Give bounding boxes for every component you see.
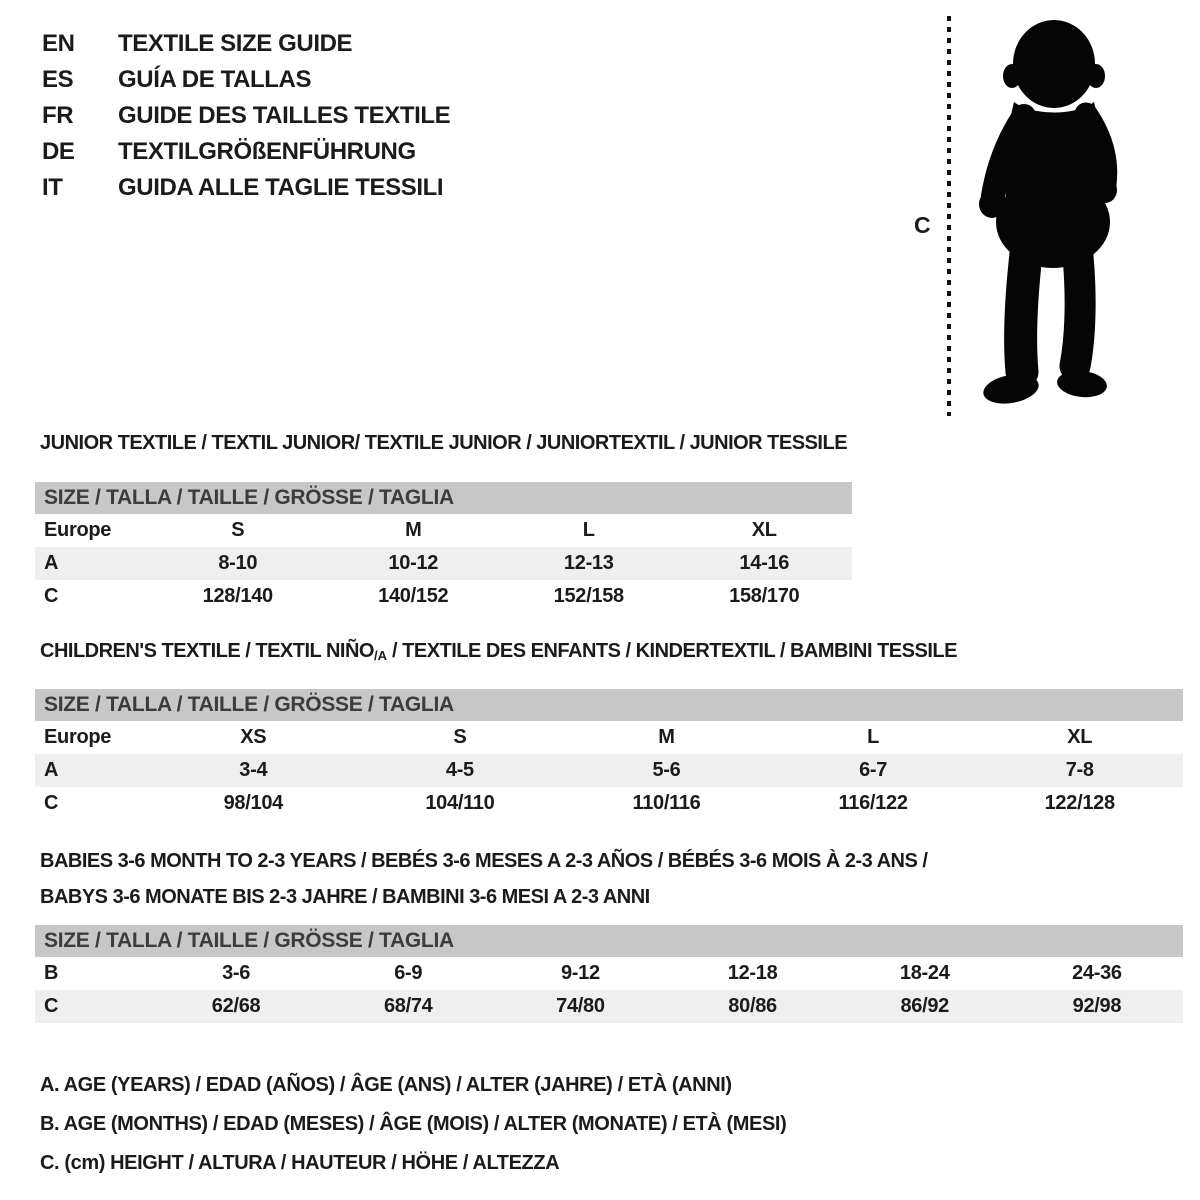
table-row <box>35 787 1183 820</box>
cell: 104/110 <box>425 792 495 814</box>
legend-line-c: C. (cm) HEIGHT / ALTURA / HAUTEUR / HÖHE / ALTEZZA <box>40 1152 560 1174</box>
measurement-legend <box>40 1066 786 1183</box>
cell: S <box>453 726 467 748</box>
height-measure-line-icon <box>946 16 952 416</box>
language-code: FR <box>42 102 74 129</box>
cell: 68/74 <box>383 995 433 1017</box>
row-label: C <box>44 585 59 607</box>
language-title: TEXTILE SIZE GUIDE <box>118 30 353 57</box>
size-header-bar <box>35 689 1183 721</box>
row-label: C <box>44 792 59 814</box>
cell: 110/116 <box>632 792 701 814</box>
cell: 10-12 <box>388 552 439 574</box>
row-label: A <box>44 759 59 781</box>
row-label: Europe <box>44 726 112 748</box>
cell: 158/170 <box>729 585 800 607</box>
cell: XL <box>751 519 777 541</box>
cell: L <box>867 726 880 748</box>
cell: 12-13 <box>563 552 614 574</box>
cell: 6-9 <box>394 962 423 984</box>
row-label: C <box>44 995 59 1017</box>
cell: 8-10 <box>218 552 258 574</box>
cell: M <box>405 519 422 541</box>
cell: L <box>582 519 595 541</box>
junior-section-heading: JUNIOR TEXTILE / TEXTIL JUNIOR/ TEXTILE JUNIOR / JUNIORTEXTIL / JUNIOR TESSILE <box>40 432 848 454</box>
cell: 5-6 <box>652 759 681 781</box>
cell: 14-16 <box>739 552 790 574</box>
size-header-label: SIZE / TALLA / TAILLE / GRÖSSE / TAGLIA <box>44 486 454 509</box>
cell: 12-18 <box>727 962 778 984</box>
cell: 18-24 <box>899 962 950 984</box>
legend-line-b: B. AGE (MONTHS) / EDAD (MESES) / ÂGE (MOIS) / ALTER (MONATE) / ETÀ (MESI) <box>40 1113 787 1135</box>
table-row <box>35 957 1183 990</box>
language-title: GUÍA DE TALLAS <box>118 66 312 93</box>
children-size-table <box>35 689 1183 820</box>
size-header-bar <box>35 925 1183 957</box>
language-code: ES <box>42 66 74 93</box>
children-section-heading <box>40 640 957 663</box>
table-row <box>35 754 1183 787</box>
legend-line-a: A. AGE (YEARS) / EDAD (AÑOS) / ÂGE (ANS) / ALTER (JAHRE) / ETÀ (ANNI) <box>40 1074 732 1096</box>
cell: 116/122 <box>838 792 908 814</box>
size-header-label: SIZE / TALLA / TAILLE / GRÖSSE / TAGLIA <box>44 929 454 952</box>
language-title: GUIDE DES TAILLES TEXTILE <box>118 102 451 129</box>
cell: 86/92 <box>900 995 950 1017</box>
cell: XL <box>1067 726 1093 748</box>
size-header-bar <box>35 482 852 514</box>
language-code: IT <box>42 174 63 201</box>
babies-heading-line2: BABYS 3-6 MONATE BIS 2-3 JAHRE / BAMBINI 3-6 MESI A 2-3 ANNI <box>40 886 650 908</box>
table-row <box>35 990 1183 1023</box>
language-code: DE <box>42 138 75 165</box>
cell: 3-4 <box>239 759 268 781</box>
babies-size-table <box>35 925 1183 1023</box>
cell: XS <box>240 726 267 748</box>
cell: 80/86 <box>728 995 777 1017</box>
cell: 6-7 <box>859 759 888 781</box>
cell: 92/98 <box>1072 995 1122 1017</box>
cell: 152/158 <box>553 585 624 607</box>
cell: 74/80 <box>556 995 605 1017</box>
cell: 62/68 <box>211 995 261 1017</box>
cell: 4-5 <box>445 759 474 781</box>
table-row <box>35 721 1183 754</box>
row-label: B <box>44 962 59 984</box>
language-code: EN <box>42 30 75 57</box>
cell: 122/128 <box>1044 792 1115 814</box>
cell: 140/152 <box>378 585 449 607</box>
table-row <box>35 514 852 547</box>
row-label: A <box>44 552 59 574</box>
babies-heading-line1: BABIES 3-6 MONTH TO 2-3 YEARS / BEBÉS 3-6 MESES A 2-3 AÑOS / BÉBÉS 3-6 MOIS À 2-3 ANS / <box>40 850 928 872</box>
language-title: GUIDA ALLE TAGLIE TESSILI <box>118 174 444 201</box>
language-title: TEXTILGRÖßENFÜHRUNG <box>118 138 416 165</box>
height-measure-label: C <box>914 212 931 238</box>
table-row <box>35 547 852 580</box>
babies-section-heading <box>40 843 927 915</box>
table-row <box>35 580 852 613</box>
children-heading-pre: CHILDREN'S TEXTILE / TEXTIL NIÑO <box>40 640 374 662</box>
cell: S <box>231 519 245 541</box>
cell: 128/140 <box>202 585 273 607</box>
cell: 7-8 <box>1065 759 1094 781</box>
row-label: Europe <box>44 519 112 541</box>
children-heading-post: / TEXTILE DES ENFANTS / KINDERTEXTIL / BAMBINI TESSILE <box>386 640 957 662</box>
cell: 24-36 <box>1072 962 1122 984</box>
language-title-list <box>42 26 450 206</box>
cell: 9-12 <box>560 962 600 984</box>
cell: 98/104 <box>223 792 283 814</box>
toddler-silhouette-icon <box>962 14 1142 416</box>
size-header-label: SIZE / TALLA / TAILLE / GRÖSSE / TAGLIA <box>44 693 454 716</box>
junior-size-table <box>35 482 852 613</box>
cell: M <box>658 726 675 748</box>
cell: 3-6 <box>222 962 251 984</box>
children-heading-sub: /A <box>373 648 387 663</box>
